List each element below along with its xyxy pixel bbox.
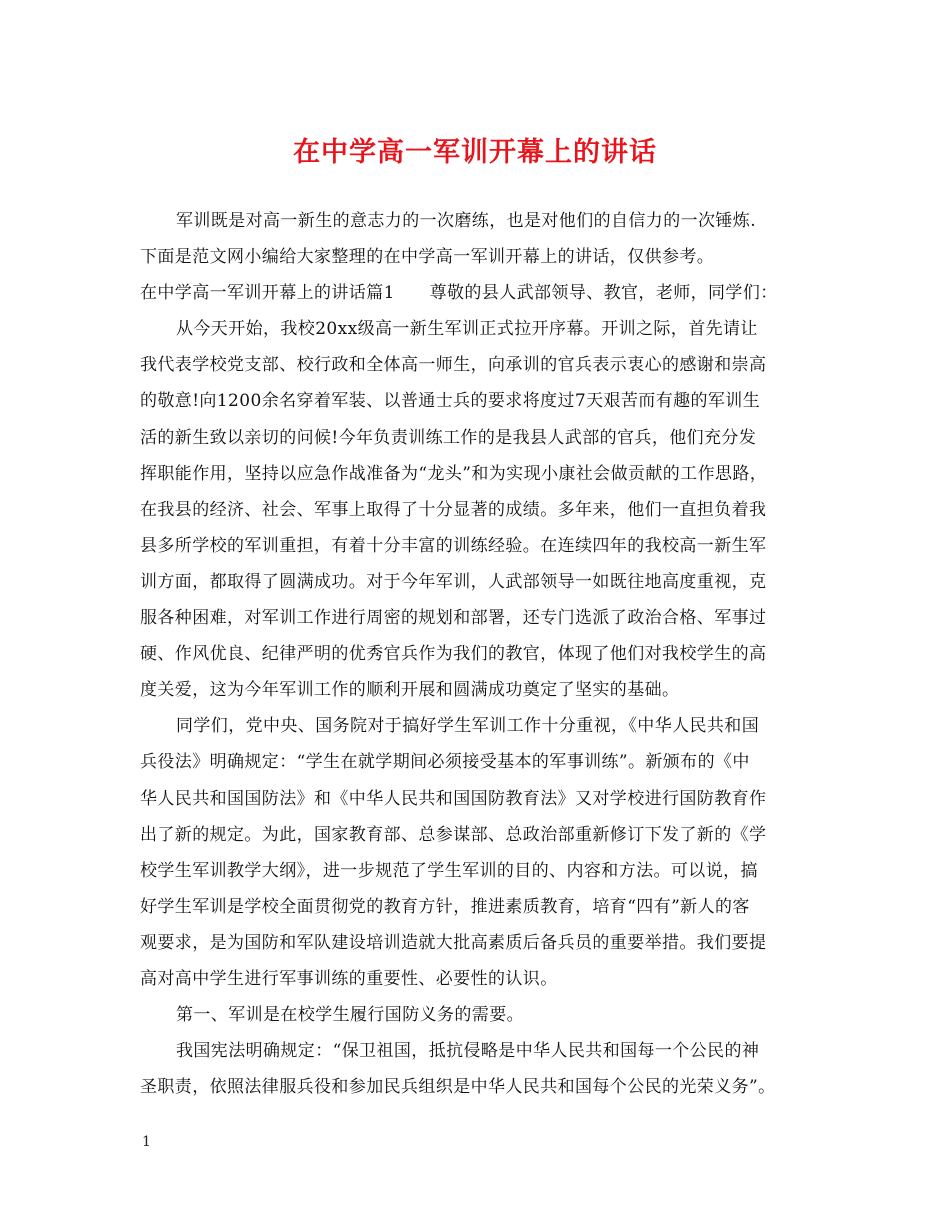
text-line: 我国宪法明确规定：“保卫祖国，抵抗侵略是中华人民共和国每一个公民的神 bbox=[176, 1041, 760, 1062]
text-line: 从今天开始，我校20xx级高一新生军训正式拉开序幕。开训之际，首先请让 bbox=[176, 319, 758, 340]
text-line: 硬、作风优良、纪律严明的优秀官兵作为我们的教官，体现了他们对我校学生的高 bbox=[140, 644, 767, 665]
text-line: 的敬意!向1200余名穿着军装、以普通士兵的要求将度过7天艰苦而有趣的军训生 bbox=[140, 391, 761, 412]
text-line: 在我县的经济、社会、军事上取得了十分显著的成绩。多年来，他们一直担负着我 bbox=[140, 499, 767, 520]
text-line: 校学生军训教学大纲》，进一步规范了学生军训的目的、内容和方法。可以说，搞 bbox=[140, 860, 758, 881]
text-line: 在中学高一军训开幕上的讲话篇1 尊敬的县人武部领导、教官，老师，同学们： bbox=[140, 283, 778, 304]
document-body bbox=[140, 203, 820, 1105]
text-line: 好学生军训是学校全面贯彻党的教育方针，推进素质教育，培育“四有”新人的客 bbox=[140, 896, 750, 917]
text-line: 下面是范文网小编给大家整理的在中学高一军训开幕上的讲话，仅供参考。 bbox=[140, 247, 715, 268]
text-line: 华人民共和国国防法》和《中华人民共和国国防教育法》又对学校进行国防教育作 bbox=[140, 788, 767, 809]
text-line: 服各种困难，对军训工作进行周密的规划和部署，还专门选派了政治合格、军事过 bbox=[140, 608, 767, 629]
text-line: 度关爱，这为今年军训工作的顺利开展和圆满成功奠定了坚实的基础。 bbox=[140, 680, 680, 701]
text-line: 军训既是对高一新生的意志力的一次磨练，也是对他们的自信力的一次锤炼. bbox=[176, 211, 757, 231]
text-line: 第一、军训是在校学生履行国防义务的需要。 bbox=[176, 1005, 524, 1026]
text-line: 县多所学校的军训重担，有着十分丰富的训练经验。在连续四年的我校高一新生军 bbox=[140, 535, 767, 556]
text-line: 同学们，党中央、国务院对于搞好学生军训工作十分重视，《中华人民共和国 bbox=[176, 716, 760, 737]
text-line: 圣职责，依照法律服兵役和参加民兵组织是中华人民共和国每个公民的光荣义务”。 bbox=[140, 1077, 776, 1098]
text-line: 挥职能作用，坚持以应急作战准备为“龙头”和为实现小康社会做贡献的工作思路， bbox=[140, 463, 768, 484]
text-line: 出了新的规定。为此，国家教育部、总参谋部、总政治部重新修订下发了新的《学 bbox=[140, 824, 767, 845]
text-line: 我代表学校党支部、校行政和全体高一师生，向承训的官兵表示衷心的感谢和崇高 bbox=[140, 355, 767, 376]
document-title: 在中学高一军训开幕上的讲话 bbox=[293, 137, 657, 168]
text-line: 观要求，是为国防和军队建设培训造就大批高素质后备兵员的重要举措。我们要提 bbox=[140, 932, 767, 953]
text-line: 兵役法》明确规定：“学生在就学期间必须接受基本的军事训练”。新颁布的《中 bbox=[140, 752, 750, 773]
page-number: 1 bbox=[142, 1134, 151, 1150]
text-line: 活的新生致以亲切的问候!今年负责训练工作的是我县人武部的官兵，他们充分发 bbox=[140, 427, 757, 448]
text-line: 训方面，都取得了圆满成功。对于今年军训，人武部领导一如既往地高度重视，克 bbox=[140, 571, 767, 592]
text-line: 高对高中学生进行军事训练的重要性、必要性的认识。 bbox=[140, 968, 558, 989]
